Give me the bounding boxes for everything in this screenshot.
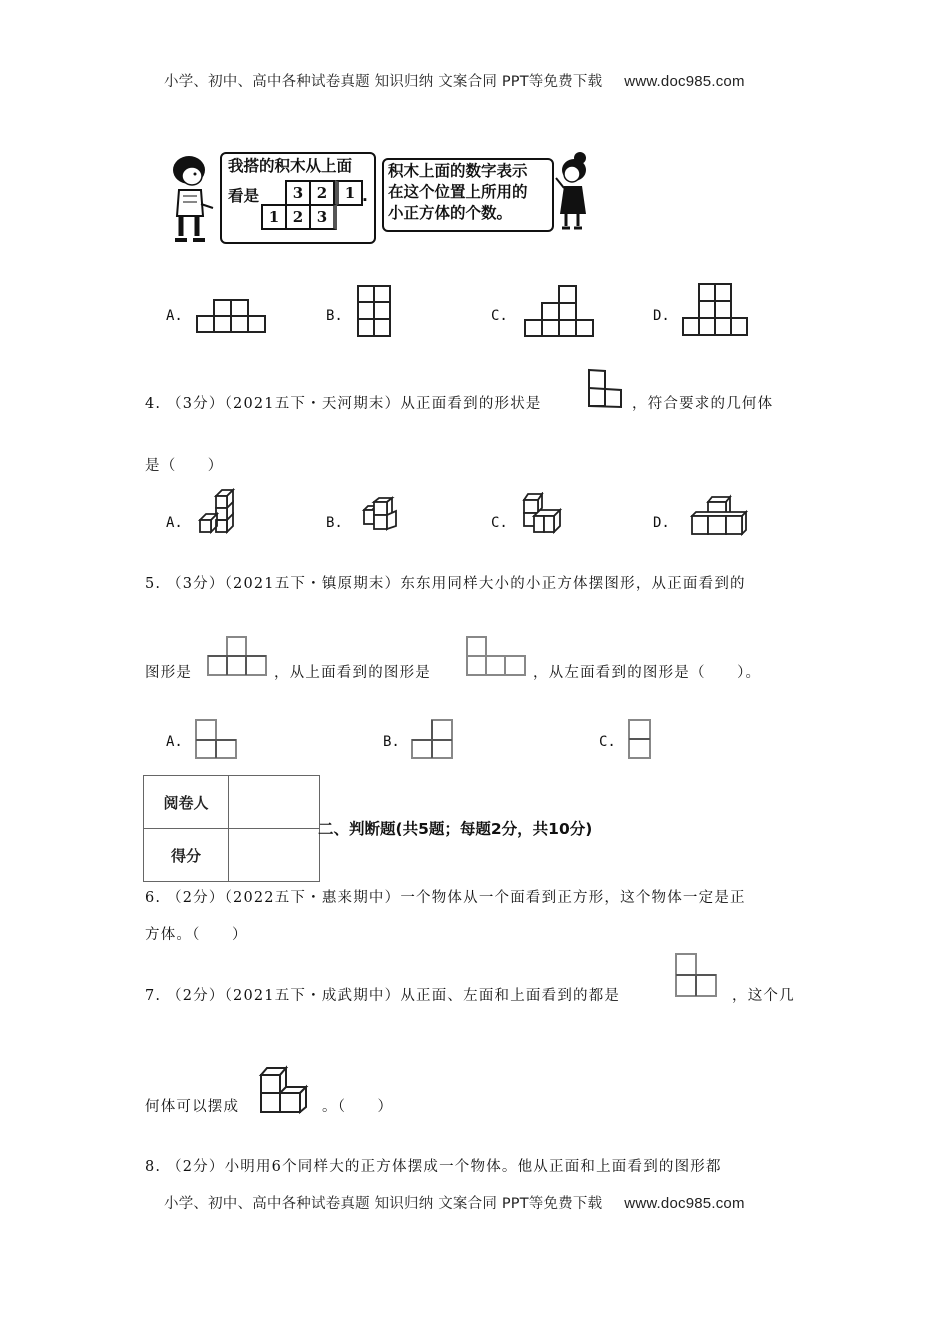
- grid-cell: 1: [261, 204, 287, 230]
- q4-option-d-label[interactable]: D.: [653, 515, 670, 531]
- score-label: 得分: [144, 829, 229, 882]
- boy-speech-bubble: [220, 152, 376, 244]
- q4-option-b-label[interactable]: B.: [326, 515, 343, 531]
- q7-line2-before: 何体可以摆成: [145, 1099, 240, 1115]
- boy-figure-icon: [165, 148, 215, 248]
- q3-option-c-shape-icon[interactable]: [524, 284, 596, 338]
- q4-option-d-cubes-icon[interactable]: [690, 494, 750, 540]
- footer-text: 小学、初中、高中各种试卷真题 知识归纳 文案合同 PPT等免费下载: [164, 1196, 603, 1212]
- q3-option-b-shape-icon[interactable]: [356, 284, 394, 338]
- q5-text-b: ，从上面看到的图形是: [274, 665, 431, 681]
- q7-line1-after: ，这个几: [732, 988, 795, 1004]
- q8-line1: 8. （2分）小明用6个同样大的正方体摆成一个物体。他从正面和上面看到的图形都: [145, 1159, 722, 1175]
- q7-line1-before: 7. （2分）（2021五下・成武期中）从正面、左面和上面看到的都是: [145, 988, 621, 1004]
- q4-front-view-icon: [586, 368, 626, 410]
- q4-line1: [145, 392, 542, 413]
- score-field[interactable]: [229, 829, 320, 882]
- q4-text-after: ，符合要求的几何体: [632, 396, 774, 412]
- girl-speech-bubble: [382, 158, 554, 232]
- q3-option-b-label[interactable]: B.: [326, 308, 343, 324]
- boy-bubble-line2: 看是: [228, 187, 260, 205]
- grid-cell: 1: [335, 180, 363, 206]
- grid-cell: 3: [285, 180, 311, 206]
- q3-option-d-label[interactable]: D.: [653, 308, 670, 324]
- q4-line2: 是（ ）: [145, 458, 224, 474]
- grid-cell: 3: [311, 204, 337, 230]
- boy-bubble-line1: 我搭的积木从上面: [228, 157, 353, 175]
- q4-option-c-label[interactable]: C.: [491, 515, 508, 531]
- q4-option-b-cubes-icon[interactable]: [362, 496, 404, 538]
- q7-view-icon: [674, 952, 720, 1000]
- q5-text-a: 图形是: [145, 665, 193, 681]
- q5-option-a-label[interactable]: A.: [166, 734, 183, 750]
- q5-line1: 5. （3分）（2021五下・镇原期末）东东用同样大小的小正方体摆图形，从正面看到的: [145, 576, 746, 592]
- header-text: 小学、初中、高中各种试卷真题 知识归纳 文案合同 PPT等免费下载: [164, 74, 603, 90]
- section-2-title: 二、判断题(共5题；每题2分，共10分): [318, 820, 593, 838]
- q5-option-c-label[interactable]: C.: [599, 734, 616, 750]
- girl-bubble-line: 积木上面的数字表示: [388, 162, 528, 180]
- q3-option-c-label[interactable]: C.: [491, 308, 508, 324]
- girl-figure-icon: [550, 152, 595, 232]
- q5-text-c: ，从左面看到的图形是（ ）。: [533, 665, 762, 681]
- q6-line2: 方体。（ ）: [145, 927, 248, 943]
- q4-text-before: 4. （3分）（2021五下・天河期末）从正面看到的形状是: [145, 396, 542, 412]
- grid-cell: 2: [311, 180, 335, 206]
- q6-line1: 6. （2分）（2022五下・惠来期中）一个物体从一个面看到正方形，这个物体一定是正: [145, 890, 746, 906]
- girl-bubble-line: 在这个位置上所用的: [388, 183, 528, 201]
- grader-field[interactable]: [229, 776, 320, 829]
- q3-option-a-shape-icon[interactable]: [196, 298, 268, 334]
- q5-option-c-shape-icon[interactable]: [627, 718, 653, 762]
- q5-option-b-shape-icon[interactable]: [410, 718, 454, 762]
- q3-illustration: [165, 148, 595, 250]
- q5-option-a-shape-icon[interactable]: [194, 718, 238, 762]
- q4-option-a-cubes-icon[interactable]: [198, 488, 236, 540]
- grader-label: 阅卷人: [144, 776, 229, 829]
- top-view-grid-bottom-row: [261, 204, 337, 230]
- page-footer: [164, 1192, 745, 1213]
- q7-line2-after: 。（ ）: [322, 1099, 394, 1115]
- period-mark: .: [362, 187, 368, 205]
- header-url[interactable]: www.doc985.com: [624, 73, 745, 90]
- q7-cubes-icon: [258, 1065, 310, 1115]
- q4-option-a-label[interactable]: A.: [166, 515, 183, 531]
- q3-option-d-shape-icon[interactable]: [682, 282, 750, 338]
- q5-option-b-label[interactable]: B.: [383, 734, 400, 750]
- q5-top-view-icon: [465, 635, 529, 679]
- footer-url[interactable]: www.doc985.com: [624, 1195, 745, 1212]
- q4-option-c-cubes-icon[interactable]: [522, 492, 566, 540]
- girl-bubble-line: 小正方体的个数。: [388, 204, 513, 222]
- score-table: [143, 775, 320, 882]
- top-view-grid-top-row: [285, 180, 363, 206]
- q3-option-a-label[interactable]: A.: [166, 308, 183, 324]
- q5-front-view-icon: [206, 635, 270, 679]
- grid-cell: 2: [287, 204, 311, 230]
- page-header: [164, 70, 745, 91]
